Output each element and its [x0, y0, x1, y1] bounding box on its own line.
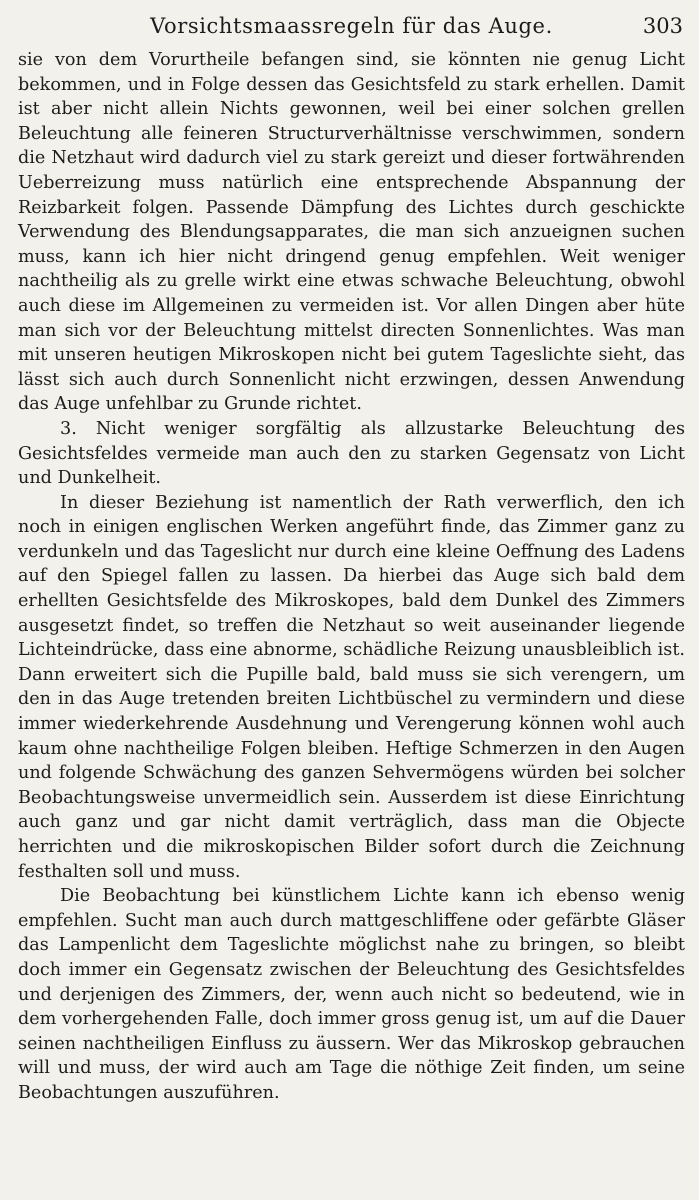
page-number: 303	[642, 14, 683, 38]
running-head	[18, 8, 685, 48]
paragraph-rule-3: 3. Nicht weniger sorgfältig als allzustarke Beleuchtung des Gesichtsfeldes vermeide man auch den zu starken Gegensatz von Licht und Dunkelheit.	[18, 418, 685, 489]
paragraph-english-advice: In dieser Beziehung ist namentlich der Rath verwerflich, den ich noch in einigen englischen Werken angeführt finde, das Zimmer ganz zu verdunkeln und das Tageslicht nur durch eine kleine Oeffnung des Ladens auf den Spiegel fallen zu lassen. Da hierbei das Auge sich bald dem erhellten Gesichtsfelde des Mikroskopes, bald dem Dunkel des Zimmers ausgesetzt findet, so treffen die Netzhaut so weit auseinander liegende Lichteindrücke, dass eine abnorme, schädliche Reizung unausbleiblich ist. Dann erweitert sich die Pupille bald, bald muss sie sich verengern, um den in das Auge tretenden breiten Lichtbüschel zu vermindern und diese immer wiederkehrende Ausdehnung und Verengerung können wohl auch kaum ohne nachtheilige Folgen bleiben. Heftige Schmerzen in den Augen und folgende Schwächung des ganzen Sehvermögens würden bei solcher Beobachtungsweise unvermeidlich sein. Ausserdem ist diese Einrichtung auch ganz und gar nicht damit verträglich, dass man die Objecte herrichten und die mikroskopischen Bilder sofort durch die Zeichnung festhalten soll und muss.	[18, 492, 685, 882]
paragraph-continuation: sie von dem Vorurtheile befangen sind, sie könnten nie genug Licht bekommen, und in Folge dessen das Gesichtsfeld zu stark erhellen. Damit ist aber nicht allein Nichts gewonnen, weil bei einer solchen grellen Beleuchtung alle feineren Structurverhältnisse verschwimmen, sondern die Netzhaut wird dadurch viel zu stark gereizt und dieser fortwährenden Ueberreizung muss natürlich eine entsprechende Abspannung der Reizbarkeit folgen. Passende Dämpfung des Lichtes durch geschickte Verwendung des Blendungsapparates, die man sich anzueignen suchen muss, kann ich hier nicht dringend genug empfehlen. Weit weniger nachtheilig als zu grelle wirkt eine etwas schwache Beleuchtung, obwohl auch diese im Allgemeinen zu vermeiden ist. Vor allen Dingen aber hüte man sich vor der Beleuchtung mittelst directen Sonnenlichtes. Was man mit unseren heutigen Mikroskopen nicht bei gutem Tageslichte sieht, das lässt sich auch durch Sonnenlicht nicht erzwingen, dessen Anwendung das Auge unfehlbar zu Grunde richtet.	[18, 50, 685, 415]
paragraph-artificial-light: Die Beobachtung bei künstlichem Lichte kann ich ebenso wenig empfehlen. Sucht man auch durch mattgeschliffene oder gefärbte Gläser das Lampenlicht dem Tageslichte möglichst nahe zu bringen, so bleibt doch immer ein Gegensatz zwischen der Beleuchtung des Gesichtsfeldes und derjenigen des Zimmers, der, wenn auch nicht so bedeutend, wie in dem vorhergehenden Falle, doch immer gross genug ist, um auf die Dauer seinen nachtheiligen Einfluss zu äussern. Wer das Mikroskop gebrauchen will und muss, der wird auch am Tage die nöthige Zeit finden, um seine Beobachtungen auszuführen.	[18, 886, 685, 1103]
running-title: Vorsichtsmaassregeln für das Auge.	[150, 14, 553, 38]
body-text	[18, 48, 685, 1106]
